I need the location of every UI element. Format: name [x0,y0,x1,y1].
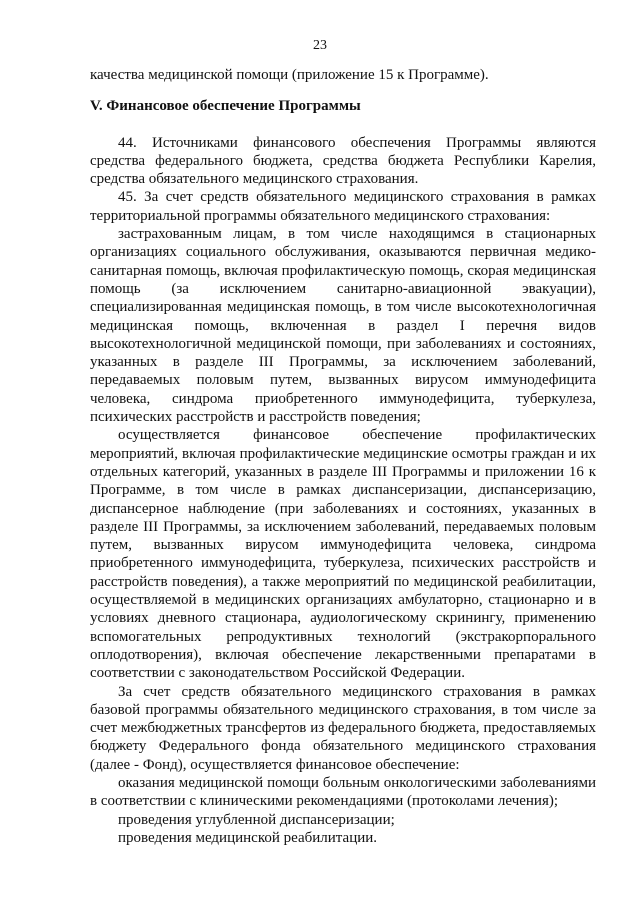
paragraph-45: 45. За счет средств обязательного медицинского страхования в рамках территориальной программы обязательного медицинского страхования: [90,189,596,224]
paragraph-44: 44. Источниками финансового обеспечения Программы являются средства федерального бюджета, средства бюджета Республики Карелия, средства обязательного медицинского страхования. [90,134,596,188]
paragraph-in-depth-dispensarization: проведения углубленной диспансеризации; [118,811,395,828]
paragraph-oncology-care: оказания медицинской помощи больным онкологическими заболеваниями в соответствии с клиническими рекомендациями (протоколами лечения); [90,774,596,810]
document-body [90,66,596,847]
section-title: V. Финансовое обеспечение Программы [90,98,361,115]
paragraph-medical-rehabilitation: проведения медицинской реабилитации. [118,829,378,846]
paragraph-base-program-financing: За счет средств обязательного медицинского страхования в рамках базовой программы обязательного медицинского страхования, в том числе за счет межбюджетных трансфертов из федерального бюджета, предоставляемых бюджету Федерального фонда обязательного медицинского страхования (далее - Фонд), осуществляется финансовое обеспечение: [90,683,596,773]
page-number: 23 [313,38,327,53]
continuation-text: качества медицинской помощи (приложение 15 к Программе). [90,67,489,83]
paragraph-preventive-measures: осуществляется финансовое обеспечение профилактических мероприятий, включая профилактические медицинские осмотры граждан и их отдельных категорий, указанных в разделе III Программы и приложении 16 к Программе, в том числе в рамках диспансеризации, диспансеризацию, диспансерное наблюдение (при заболеваниях и состояниях, указанных в разделе III Программы, за исключением заболеваний, передаваемых половым путем, вызванных вирусом иммунодефицита человека, синдрома приобретенного иммунодефицита, туберкулеза, психических расстройств и расстройств поведения), а также мероприятий по медицинской реабилитации, осуществляемой в медицинских организациях амбулаторно, стационарно и в условиях дневного стационара, аудиологическому скринингу, применению вспомогательных репродуктивных технологий (экстракорпорального оплодотворения), включая обеспечение лекарственными препаратами в соответствии с законодательством Российской Федерации. [90,427,596,682]
paragraph-insured-persons: застрахованным лицам, в том числе находящимся в стационарных организациях социального обслуживания, оказываются первичная медико-санитарная помощь, включая профилактическую помощь, скорая медицинская помощь (за исключением санитарно-авиационной эвакуации), специализированная медицинская помощь, в том числе высокотехнологичная медицинская помощь, включенная в раздел I перечня видов высокотехнологичной медицинской помощи, при заболеваниях и состояниях, указанных в разделе III Программы, за исключением заболеваний, передаваемых половым путем, вызванных вирусом иммунодефицита человека, синдрома приобретенного иммунодефицита, туберкулеза, психических расстройств и расстройств поведения; [90,226,596,426]
